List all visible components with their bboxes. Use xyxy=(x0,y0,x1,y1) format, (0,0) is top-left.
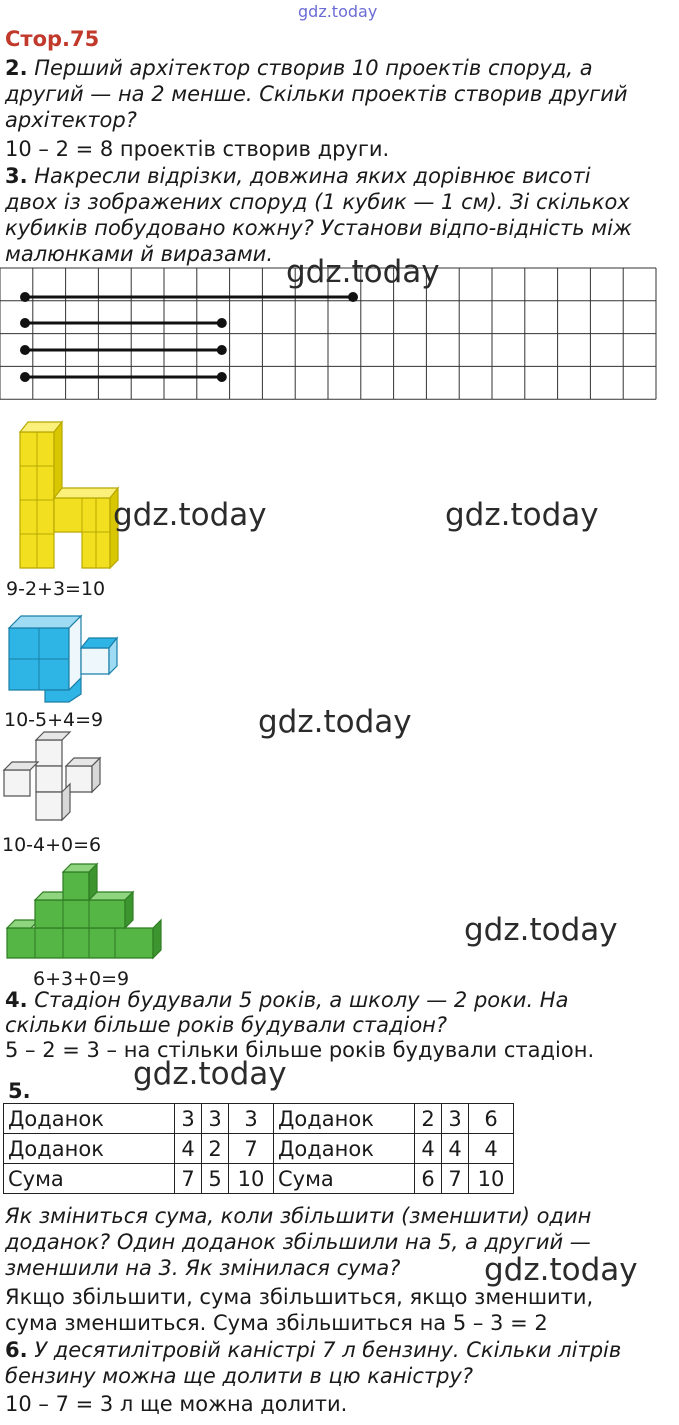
task6-number: 6. xyxy=(5,1338,28,1362)
table-cell: 2 xyxy=(202,1134,229,1164)
expression-1: 9-2+3=10 xyxy=(6,578,106,600)
yellow-cube-building xyxy=(14,418,119,573)
task3-line-1 xyxy=(5,163,591,189)
task6-answer: 10 – 7 = 3 л ще можна долити. xyxy=(5,1392,348,1416)
table-cell: 3 xyxy=(175,1104,202,1134)
segment-3-start-dot xyxy=(20,345,30,355)
task3-text-1: Накресли відрізки, довжина яких дорівнює висоті xyxy=(27,164,591,188)
task4-answer: 5 – 2 = 3 – на стільки більше років будували стадіон. xyxy=(5,1038,595,1062)
table-cell: 3 xyxy=(229,1104,274,1134)
table-cell: Сума xyxy=(274,1164,415,1194)
task5-answer-2: сума зменшиться. Сума збільшиться на 5 – 3 = 2 xyxy=(5,1311,548,1335)
table-cell: 4 xyxy=(175,1134,202,1164)
task6-line-2: бензину можна ще долити в цю каністру? xyxy=(5,1364,473,1388)
table-cell: Доданок xyxy=(274,1104,415,1134)
table-row xyxy=(4,1134,514,1164)
task3-line-3: кубиків побудовано кожну? Установи відпо-відність між xyxy=(5,216,632,240)
white-cube-building xyxy=(0,730,115,830)
task5-question-3: зменшили на 3. Як змінилася сума? xyxy=(5,1256,401,1280)
expression-2: 10-5+4=9 xyxy=(4,709,104,731)
blue-cube-building xyxy=(5,608,120,703)
watermark-7: gdz.today xyxy=(484,1252,638,1288)
watermark-6: gdz.today xyxy=(133,1056,287,1092)
table-cell: 5 xyxy=(202,1164,229,1194)
task2-line-3: архітектор? xyxy=(5,108,137,132)
table-row xyxy=(4,1164,514,1194)
sum-table xyxy=(3,1103,514,1194)
task2-answer: 10 – 2 = 8 проектів створив други. xyxy=(5,137,390,161)
table-row xyxy=(4,1104,514,1134)
table-cell: 7 xyxy=(175,1164,202,1194)
top-watermark: gdz.today xyxy=(298,2,378,21)
task5-question-2: доданок? Один доданок збільшили на 5, а другий — xyxy=(5,1230,591,1254)
task2-line-2: другий — на 2 менше. Скільки проектів створив другий xyxy=(5,82,628,106)
task6-text-1: У десятилітровій каністрі 7 л бензину. Скільки літрів xyxy=(27,1338,622,1362)
task2-number: 2. xyxy=(5,56,28,80)
task3-number: 3. xyxy=(5,164,28,188)
watermark-5: gdz.today xyxy=(464,912,618,948)
watermark-3: gdz.today xyxy=(445,497,599,533)
task4-line-2: скільки більше років будували стадіон? xyxy=(5,1013,448,1037)
table-cell: 10 xyxy=(229,1164,274,1194)
task2-line-1 xyxy=(5,55,593,81)
segment-1-start-dot xyxy=(20,292,30,302)
expression-3: 10-4+0=6 xyxy=(2,834,102,856)
task5-number: 5. xyxy=(8,1079,31,1103)
task6-line-1 xyxy=(5,1337,621,1363)
task2-text-1: Перший архітектор створив 10 проектів споруд, а xyxy=(27,56,593,80)
watermark-1: gdz.today xyxy=(286,254,440,290)
table-cell: Сума xyxy=(4,1164,175,1194)
task3-line-4: малюнками й виразами. xyxy=(5,242,274,266)
task5-question-1: Як зміниться сума, коли збільшити (зменшити) один xyxy=(5,1204,592,1228)
table-cell: 7 xyxy=(442,1164,469,1194)
task4-line-1 xyxy=(5,987,568,1013)
task4-number: 4. xyxy=(5,988,28,1012)
table-cell: 4 xyxy=(415,1134,442,1164)
table-cell: 7 xyxy=(229,1134,274,1164)
task3-line-2: двох із зображених споруд (1 кубик — 1 см). Зі скількох xyxy=(5,190,630,214)
segment-4-end-dot xyxy=(217,372,227,382)
segment-3-end-dot xyxy=(217,345,227,355)
table-cell: Доданок xyxy=(4,1104,175,1134)
table-cell: 10 xyxy=(469,1164,514,1194)
table-cell: 4 xyxy=(442,1134,469,1164)
watermark-2: gdz.today xyxy=(113,497,267,533)
table-cell: 6 xyxy=(469,1104,514,1134)
table-cell: 3 xyxy=(442,1104,469,1134)
segment-2-end-dot xyxy=(217,318,227,328)
task4-text-1: Стадіон будували 5 років, а школу — 2 роки. На xyxy=(27,988,569,1012)
table-cell: 3 xyxy=(202,1104,229,1134)
table-cell: Доданок xyxy=(4,1134,175,1164)
segment-2-start-dot xyxy=(20,318,30,328)
green-cube-building xyxy=(3,862,163,967)
table-cell: 6 xyxy=(415,1164,442,1194)
page-title: Стор.75 xyxy=(5,27,100,51)
watermark-4: gdz.today xyxy=(258,704,412,740)
table-cell: Доданок xyxy=(274,1134,415,1164)
expression-4: 6+3+0=9 xyxy=(33,968,130,990)
table-cell: 2 xyxy=(415,1104,442,1134)
task5-answer-1: Якщо збільшити, сума збільшиться, якщо зменшити, xyxy=(5,1285,594,1309)
segment-4-start-dot xyxy=(20,372,30,382)
table-cell: 4 xyxy=(469,1134,514,1164)
segment-1-end-dot xyxy=(348,292,358,302)
